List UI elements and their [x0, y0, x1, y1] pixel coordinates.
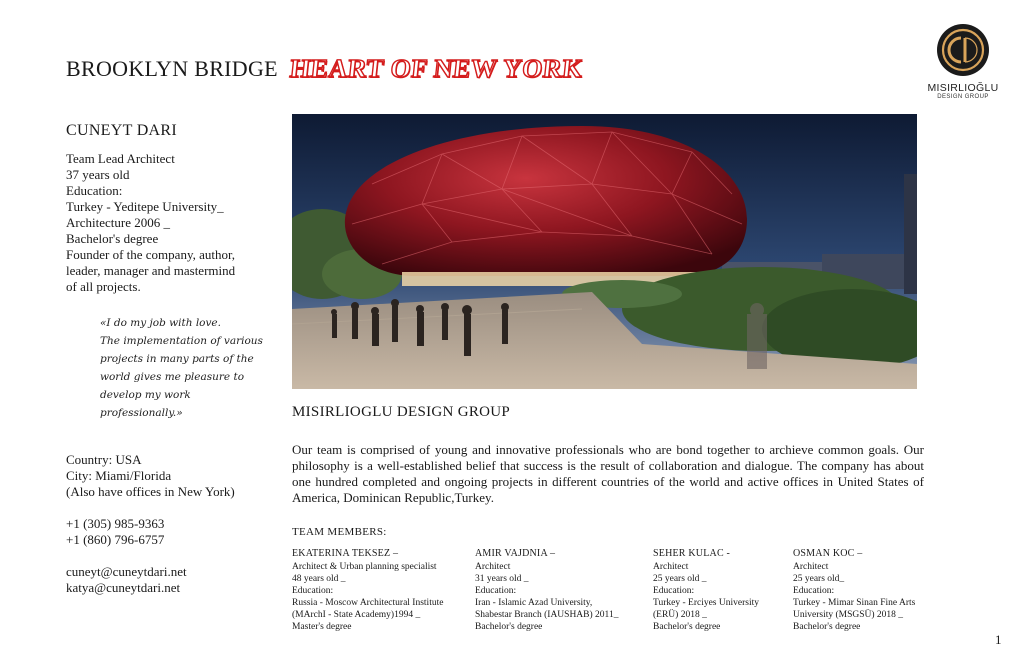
logo-emblem-icon	[937, 24, 989, 76]
title-heart-of-new-york: HEART OF NEW YORK	[288, 54, 585, 83]
logo-tagline: DESIGN GROUP	[937, 94, 989, 100]
member-line: University (MSGSÜ) 2018 _	[793, 610, 904, 620]
member-line: 31 years old _	[475, 574, 529, 584]
member-line: Shabestar Branch (IAUSHAB) 2011_	[475, 610, 619, 620]
member-line: Architect	[475, 562, 511, 572]
profile-line: Team Lead Architect	[66, 151, 175, 166]
member-line: Education:	[475, 586, 517, 596]
profile-line: Founder of the company, author,	[66, 247, 236, 262]
phone-link[interactable]: +1 (860) 796-6757	[66, 532, 165, 547]
member-line: 25 years old_	[793, 574, 845, 584]
member-line: Architect & Urban planning specialist	[292, 562, 437, 572]
lead-profile	[66, 151, 266, 295]
profile-line: leader, manager and mastermind	[66, 263, 236, 278]
team-member	[793, 548, 915, 633]
email-link[interactable]: cuneyt@cuneytdari.net	[66, 564, 187, 579]
company-logo	[925, 24, 1001, 100]
project-rendering	[292, 114, 917, 389]
company-name: MISIRLIOGLU DESIGN GROUP	[292, 404, 511, 420]
location-line: (Also have offices in New York)	[66, 484, 235, 499]
member-line: Iran - Islamic Azad University,	[475, 598, 593, 608]
member-name: EKATERINA TEKSEZ –	[292, 548, 399, 559]
company-description: Our team is comprised of young and innovative professionals who are bond together to archieve common goals. Our philosophy is a well-established belief that success is the result of collaboration and dialogue. The company has about one hundred completed and ongoing projects in different countries of the world and active offices in United States of America, Dominican Republic,Turkey.	[292, 442, 924, 505]
member-name: SEHER KULAC -	[653, 548, 731, 559]
member-line: (ERÜ) 2018 _	[653, 610, 707, 620]
quote-line: world gives me pleasure to	[100, 371, 245, 383]
lead-name: CUNEYT DARI	[66, 122, 178, 139]
member-line: 25 years old _	[653, 574, 707, 584]
profile-line: Bachelor's degree	[66, 231, 159, 246]
member-line: 48 years old _	[292, 574, 346, 584]
profile-line: Education:	[66, 183, 123, 198]
team-members-label: TEAM MEMBERS:	[292, 526, 387, 538]
member-line: Master's degree	[292, 622, 352, 632]
member-line: Bachelor's degree	[653, 622, 721, 632]
team-member	[475, 548, 618, 633]
quote-line: projects in many parts of the	[100, 353, 254, 365]
title-brooklyn-bridge: BROOKLYN BRIDGE	[66, 56, 278, 81]
member-line: Education:	[793, 586, 835, 596]
member-name: OSMAN KOC –	[793, 548, 863, 559]
quote-line: «I do my job with love.	[100, 317, 221, 329]
member-line: Bachelor's degree	[475, 622, 543, 632]
profile-line: Turkey - Yeditepe University_	[66, 199, 224, 214]
profile-line: Architecture 2006 _	[66, 215, 170, 230]
quote-line: develop my work	[100, 389, 191, 401]
location-line: Country: USA	[66, 452, 142, 467]
member-line: Architect	[653, 562, 689, 572]
logo-name: MISIRLIOĞLU	[927, 82, 999, 94]
member-name: AMIR VAJDNIA –	[475, 548, 556, 559]
member-line: Education:	[653, 586, 695, 596]
profile-line: of all projects.	[66, 279, 141, 294]
member-line: Russia - Moscow Architectural Institute	[292, 598, 444, 608]
member-line: Turkey - Mimar Sinan Fine Arts	[793, 598, 916, 608]
member-line: Bachelor's degree	[793, 622, 861, 632]
member-line: Education:	[292, 586, 334, 596]
member-line: (MArchI - State Academy)1994 _	[292, 610, 421, 620]
email-link[interactable]: katya@cuneytdari.net	[66, 580, 181, 595]
quote-line: professionally.»	[100, 407, 183, 419]
profile-line: 37 years old	[66, 167, 130, 182]
team-member	[292, 548, 443, 633]
page-number: 1	[995, 632, 1002, 647]
member-line: Turkey - Erciyes University	[653, 598, 759, 608]
location-line: City: Miami/Florida	[66, 468, 172, 483]
team-member	[653, 548, 759, 633]
member-line: Architect	[793, 562, 829, 572]
phone-link[interactable]: +1 (305) 985-9363	[66, 516, 165, 531]
lead-contact	[66, 452, 235, 596]
lead-quote	[100, 314, 278, 422]
quote-line: The implementation of various	[100, 335, 263, 347]
